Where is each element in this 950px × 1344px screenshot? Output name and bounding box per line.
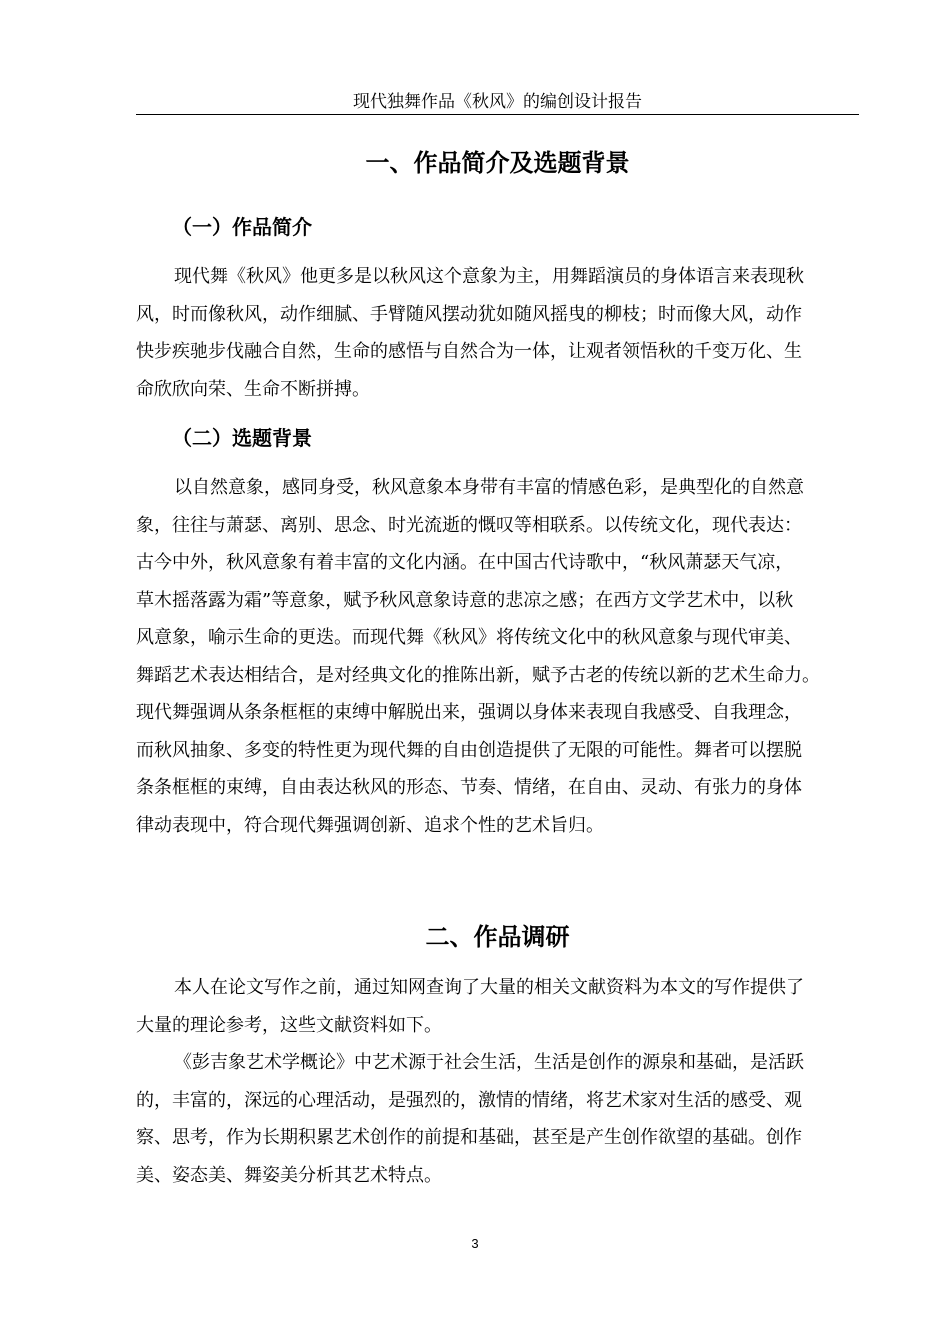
subsection-1-paragraph (136, 258, 876, 408)
section-2-paragraph-1 (136, 969, 876, 1044)
paragraph-line: 《彭吉象艺术学概论》中艺术源于社会生活，生活是创作的源泉和基础，是活跃 (174, 1052, 804, 1073)
paragraph-line: 象，往往与萧瑟、离别、思念、时光流逝的慨叹等相联系。以传统文化，现代表达： (136, 514, 802, 536)
header-rule (136, 114, 859, 115)
paragraph-line: 现代舞强调从条条框框的束缚中解脱出来，强调以身体来表现自我感受、自我理念， (136, 702, 802, 723)
paragraph-line: 大量的理论参考，这些文献资料如下。 (136, 1014, 442, 1036)
paragraph-line: 以自然意象，感同身受，秋风意象本身带有丰富的情感色彩，是典型化的自然意 (174, 477, 804, 498)
paragraph-line: 古今中外，秋风意象有着丰富的文化内涵。在中国古代诗歌中，“秋风萧瑟天气凉， (136, 552, 794, 573)
paragraph-line: 的，丰富的，深远的心理活动，是强烈的，激情的情绪，将艺术家对生活的感受、观 (136, 1089, 802, 1111)
paragraph-line: 风，时而像秋风，动作细腻、手臂随风摆动犹如随风摇曳的柳枝；时而像大风，动作 (136, 303, 802, 325)
paragraph-line: 美、姿态美、舞姿美分析其艺术特点。 (136, 1164, 442, 1186)
paragraph-line: 命欣欣向荣、生命不断拼搏。 (136, 378, 370, 400)
paragraph-line: 条条框框的束缚，自由表达秋风的形态、节奏、情绪，在自由、灵动、有张力的身体 (136, 777, 802, 798)
paragraph-line: 现代舞《秋风》他更多是以秋风这个意象为主，用舞蹈演员的身体语言来表现秋 (174, 266, 804, 287)
paragraph-line: 快步疾驰步伐融合自然，生命的感悟与自然合为一体，让观者领悟秋的千变万化、生 (136, 341, 802, 362)
section-1-heading: 一、作品简介及选题背景 (365, 149, 630, 177)
running-header: 现代独舞作品《秋风》的编创设计报告 (353, 92, 642, 112)
paragraph-line: 察、思考，作为长期积累艺术创作的前提和基础，甚至是产生创作欲望的基础。创作 (136, 1127, 802, 1148)
page-number: 3 (471, 1236, 479, 1251)
section-2-paragraph-2 (136, 1044, 876, 1194)
paragraph-line: 而秋风抽象、多变的特性更为现代舞的自由创造提供了无限的可能性。舞者可以摆脱 (136, 739, 802, 761)
paragraph-line: 本人在论文写作之前，通过知网查询了大量的相关文献资料为本文的写作提供了 (174, 977, 804, 998)
section-2-heading: 二、作品调研 (425, 923, 570, 951)
paragraph-line: 风意象，喻示生命的更迭。而现代舞《秋风》将传统文化中的秋风意象与现代审美、 (136, 627, 802, 648)
paragraph-line: 舞蹈艺术表达相结合，是对经典文化的推陈出新，赋予古老的传统以新的艺术生命力。 (136, 664, 820, 686)
subsection-2-paragraph (136, 469, 876, 844)
subsection-1-heading: （一）作品简介 (172, 215, 312, 239)
paragraph-line: 律动表现中，符合现代舞强调创新、追求个性的艺术旨归。 (136, 814, 604, 836)
subsection-2-heading: （二）选题背景 (172, 426, 312, 450)
paragraph-line: 草木摇落露为霜”等意象，赋予秋风意象诗意的悲凉之感；在西方文学艺术中，以秋 (136, 589, 794, 611)
